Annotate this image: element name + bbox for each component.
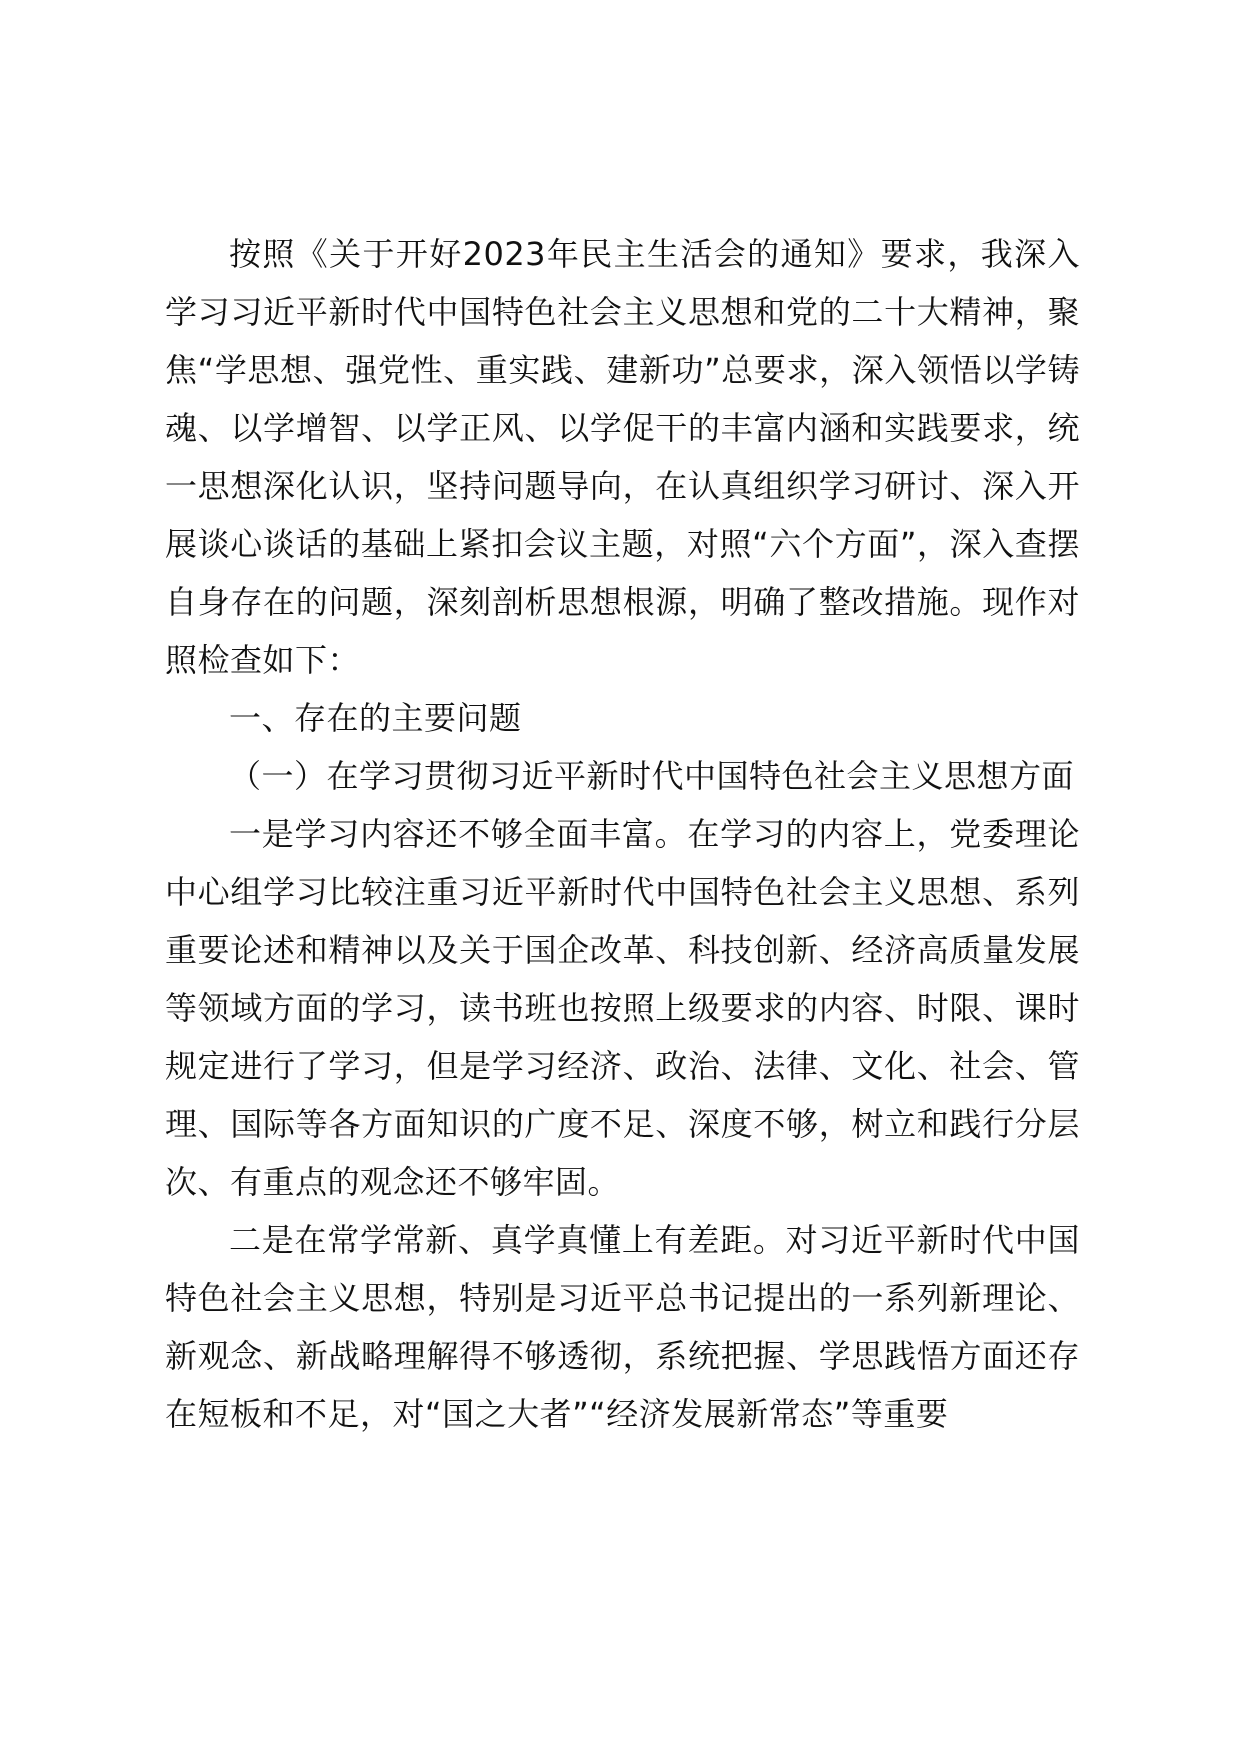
section-heading: 一、存在的主要问题 bbox=[229, 699, 522, 737]
document-page bbox=[165, 225, 1080, 1443]
intro-paragraph: 按照《关于开好2023年民主生活会的通知》要求，我深入学习习近平新时代中国特色社会主义思想和党的二十大精神，聚焦“学思想、强党性、重实践、建新功”总要求，深入领悟以学铸魂、以学增智、以学正风、以学促干的丰富内涵和实践要求，统一思想深化认识，坚持问题导向，在认真组织学习研讨、深入开展谈心谈话的基础上紧扣会议主题，对照“六个方面”，深入查摆自身存在的问题，深刻剖析思想根源，明确了整改措施。现作对照检查如下： bbox=[165, 235, 1080, 679]
point-one-paragraph: 一是学习内容还不够全面丰富。在学习的内容上，党委理论中心组学习比较注重习近平新时代中国特色社会主义思想、系列重要论述和精神以及关于国企改革、科技创新、经济高质量发展等领域方面的学习，读书班也按照上级要求的内容、时限、课时规定进行了学习，但是学习经济、政治、法律、文化、社会、管理、国际等各方面知识的广度不足、深度不够，树立和践行分层次、有重点的观念还不够牢固。 bbox=[165, 815, 1080, 1201]
point-two-paragraph: 二是在常学常新、真学真懂上有差距。对习近平新时代中国特色社会主义思想，特别是习近平总书记提出的一系列新理论、新观念、新战略理解得不够透彻，系统把握、学思践悟方面还存在短板和不足，对“国之大者”“经济发展新常态”等重要 bbox=[165, 1221, 1080, 1433]
subsection-heading: （一）在学习贯彻习近平新时代中国特色社会主义思想方面 bbox=[229, 757, 1075, 795]
